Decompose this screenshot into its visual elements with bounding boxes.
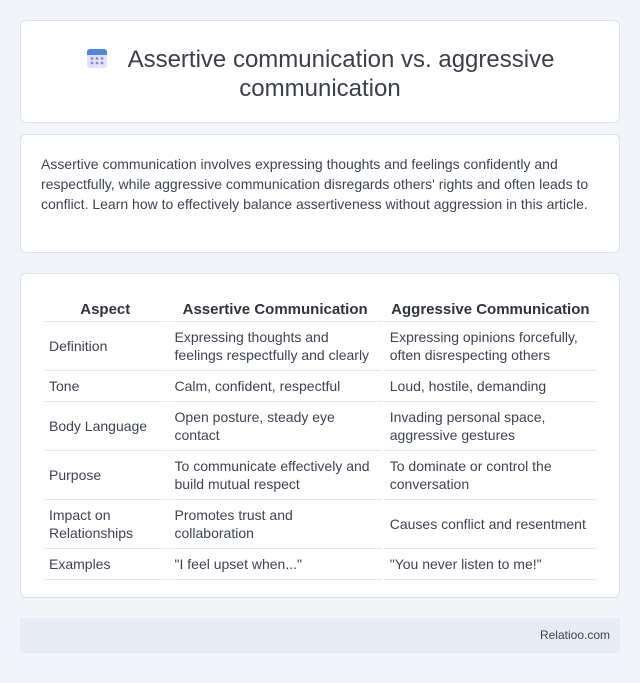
- title-card: [20, 20, 620, 123]
- table-row: [44, 322, 597, 371]
- intro-card: [20, 134, 620, 253]
- comparison-table: [42, 295, 599, 580]
- cell-aggressive: To dominate or control the conversation: [384, 451, 597, 500]
- cell-assertive: Calm, confident, respectful: [169, 371, 382, 402]
- cell-aspect: Impact on Relationships: [44, 500, 167, 549]
- cell-assertive: Promotes trust and collaboration: [169, 500, 382, 549]
- title-line-1: Assertive communication vs. aggressive: [127, 46, 555, 73]
- cell-aspect: Body Language: [44, 402, 167, 451]
- cell-aspect: Definition: [44, 322, 167, 371]
- comparison-card: [20, 273, 620, 598]
- cell-aggressive: "You never listen to me!": [384, 549, 597, 580]
- header-aggressive: Aggressive Communication: [384, 295, 597, 322]
- table-row: [44, 549, 597, 580]
- cell-aggressive: Expressing opinions forcefully, often disrespecting others: [384, 322, 597, 371]
- table-row: [44, 500, 597, 549]
- intro-text: Assertive communication involves expressing thoughts and feelings confidently and respectfully, while aggressive communication disregards others' rights and often leads to conflict. Learn how to effectively balance assertiveness without aggression in this article.: [41, 156, 589, 212]
- footer: [20, 618, 620, 653]
- title-line-2: communication: [239, 75, 401, 102]
- cell-aggressive: Causes conflict and resentment: [384, 500, 597, 549]
- table-row: [44, 371, 597, 402]
- cell-assertive: To communicate effectively and build mutual respect: [169, 451, 382, 500]
- cell-assertive: Open posture, steady eye contact: [169, 402, 382, 451]
- cell-aggressive: Invading personal space, aggressive gestures: [384, 402, 597, 451]
- table-row: [44, 451, 597, 500]
- header-assertive: Assertive Communication: [169, 295, 382, 322]
- header-aspect: Aspect: [44, 295, 167, 322]
- cell-aspect: Examples: [44, 549, 167, 580]
- table-row: [44, 402, 597, 451]
- cell-aspect: Tone: [44, 371, 167, 402]
- cell-assertive: Expressing thoughts and feelings respectfully and clearly: [169, 322, 382, 371]
- calendar-icon: [86, 47, 108, 69]
- table-header-row: [44, 295, 597, 322]
- cell-aggressive: Loud, hostile, demanding: [384, 371, 597, 402]
- cell-assertive: "I feel upset when...": [169, 549, 382, 580]
- page-title: [21, 45, 619, 103]
- cell-aspect: Purpose: [44, 451, 167, 500]
- footer-brand[interactable]: Relatioo.com: [539, 628, 610, 642]
